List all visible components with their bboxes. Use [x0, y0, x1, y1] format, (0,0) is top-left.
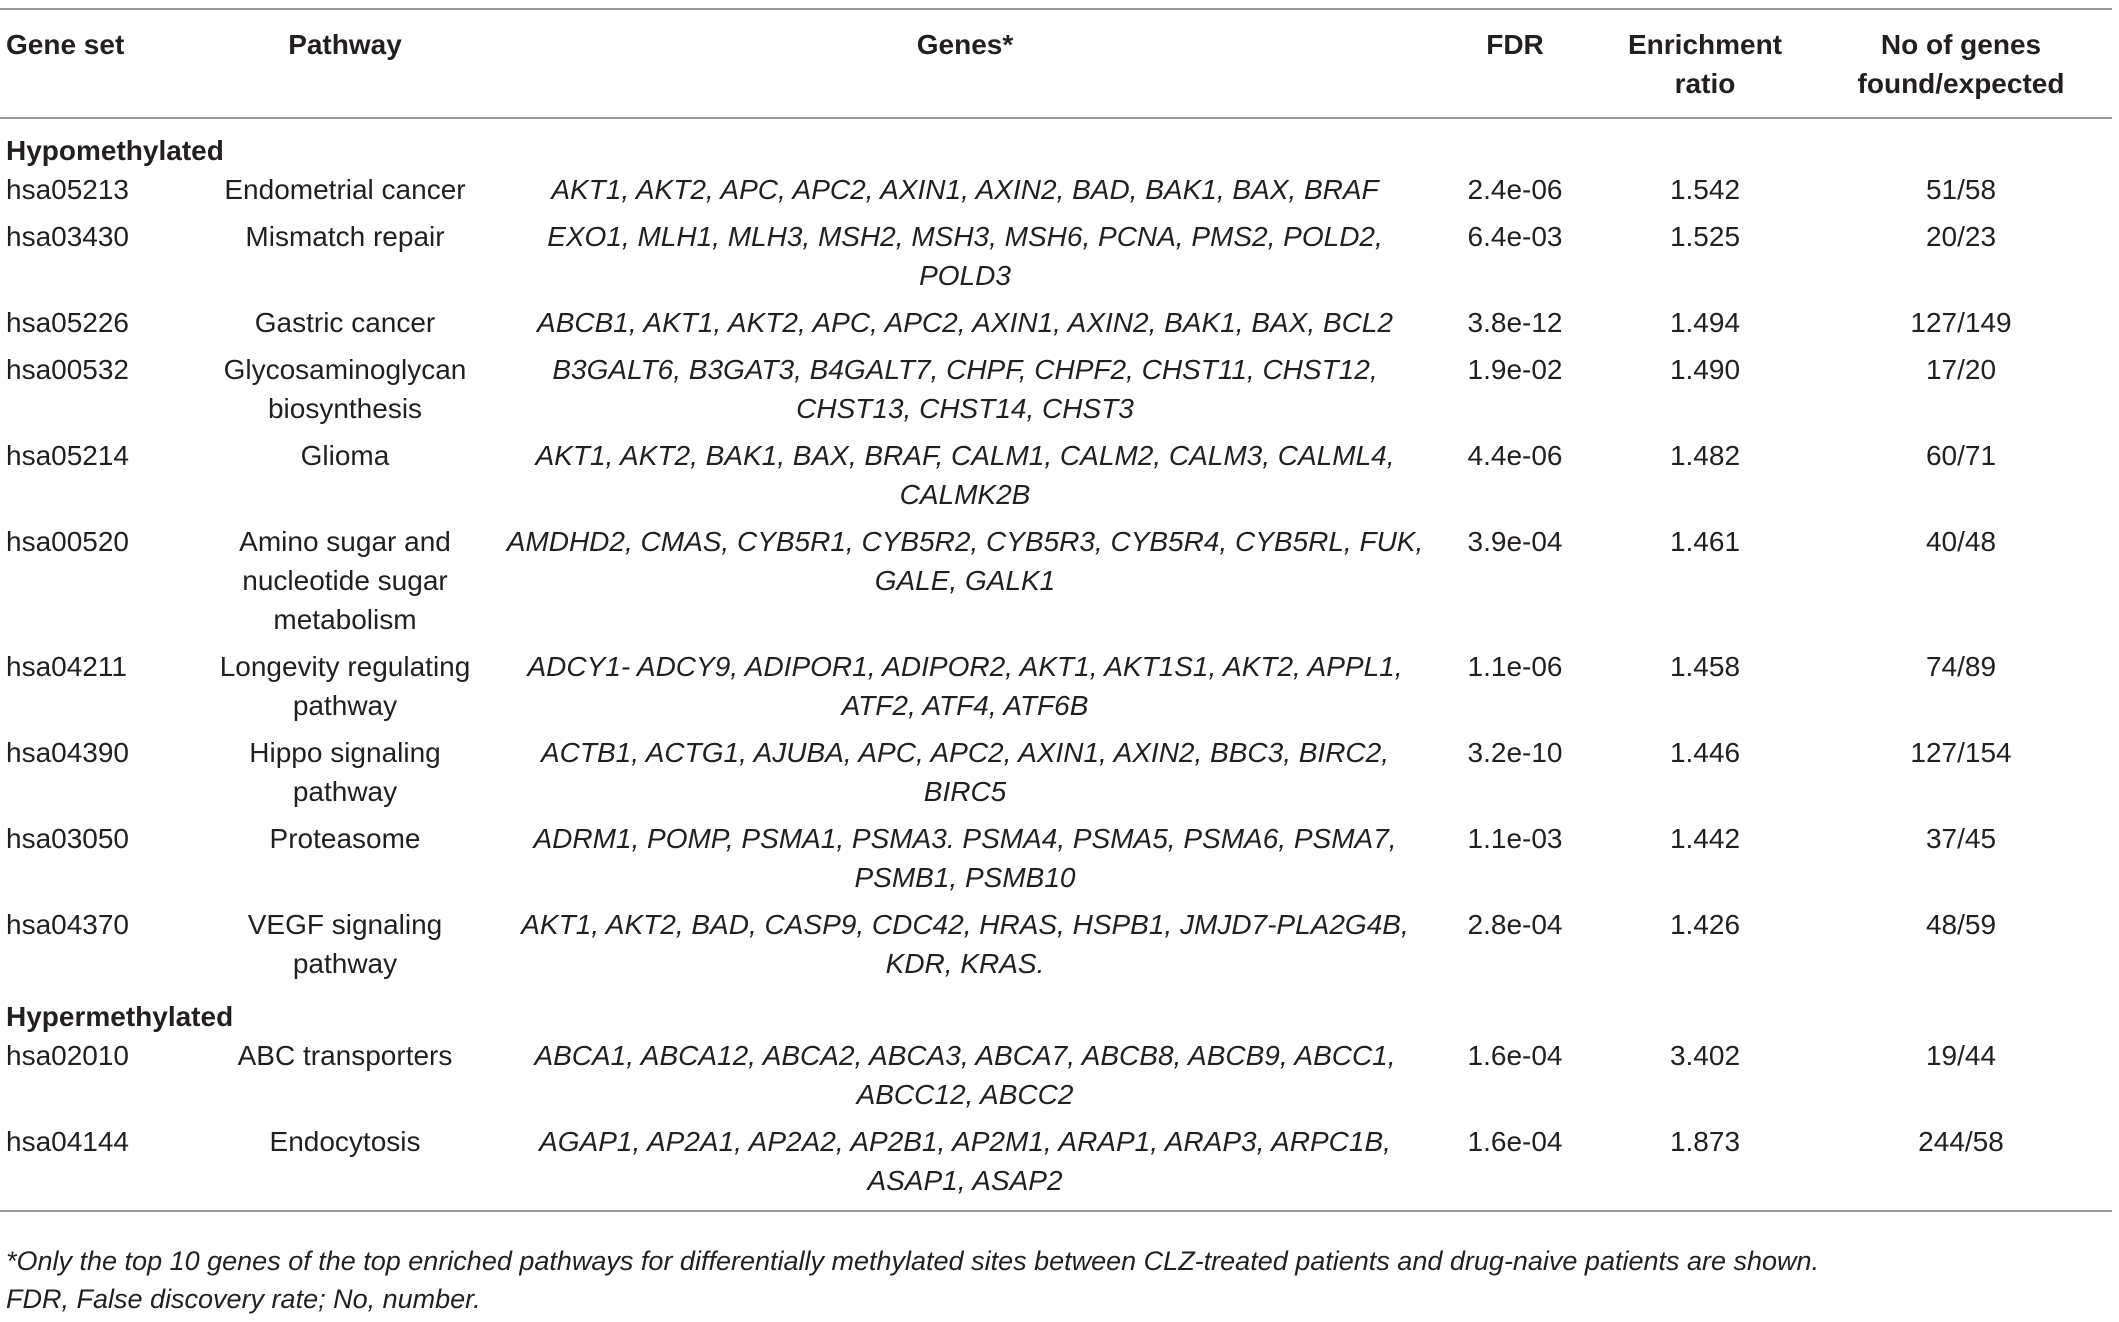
- section-label-hypermethylated: Hypermethylated: [6, 1001, 234, 1032]
- cell-genes: AKT1, AKT2, BAD, CASP9, CDC42, HRAS, HSPB1, JMJD7-PLA2G4B, KDR, KRAS.: [521, 909, 1409, 979]
- header-enrichment-line2: ratio: [1674, 68, 1736, 99]
- header-enrichment-ratio: [1600, 9, 1810, 118]
- cell-genes: AGAP1, AP2A1, AP2A2, AP2B1, AP2M1, ARAP1, ARAP3, ARPC1B, ASAP1, ASAP2: [539, 1126, 1391, 1196]
- cell-genes-found: 40/48: [1925, 526, 1997, 557]
- enrichment-table: [0, 8, 2112, 1212]
- cell-genes-found: 48/59: [1925, 909, 1997, 940]
- table-row: [0, 436, 2112, 522]
- table-row: [0, 647, 2112, 733]
- table-row: [0, 522, 2112, 647]
- cell-pathway: Glioma: [300, 440, 390, 471]
- cell-fdr: 1.9e-02: [1467, 354, 1563, 385]
- table-row: [0, 1036, 2112, 1122]
- header-fdr: FDR: [1430, 9, 1600, 118]
- table-footer-rule: [0, 1211, 2112, 1212]
- cell-fdr: 2.4e-06: [1467, 174, 1563, 205]
- cell-fdr: 4.4e-06: [1467, 440, 1563, 471]
- table-row: [0, 217, 2112, 303]
- footnote-abbreviations: FDR, False discovery rate; No, number.: [6, 1284, 481, 1314]
- header-found-line1: No of genes: [1880, 29, 2042, 60]
- section-label-hypomethylated: Hypomethylated: [6, 135, 224, 166]
- header-genes-found: [1810, 9, 2112, 118]
- cell-gene-set: hsa05214: [6, 440, 130, 471]
- header-genes: Genes*: [500, 9, 1430, 118]
- cell-pathway: Endocytosis: [269, 1126, 421, 1157]
- table-row: [0, 1122, 2112, 1211]
- bottom-rule: [0, 1211, 2112, 1212]
- cell-enrichment-ratio: 1.525: [1669, 221, 1741, 252]
- cell-genes: ACTB1, ACTG1, AJUBA, APC, APC2, AXIN1, AXIN2, BBC3, BIRC2, BIRC5: [540, 737, 1390, 807]
- cell-genes-found: 17/20: [1925, 354, 1997, 385]
- cell-enrichment-ratio: 3.402: [1669, 1040, 1741, 1071]
- cell-genes-found: 127/149: [1910, 307, 2012, 338]
- cell-genes: AMDHD2, CMAS, CYB5R1, CYB5R2, CYB5R3, CYB5R4, CYB5RL, FUK, GALE, GALK1: [506, 526, 1424, 596]
- cell-fdr: 1.6e-04: [1467, 1040, 1563, 1071]
- cell-gene-set: hsa03050: [6, 823, 130, 854]
- cell-enrichment-ratio: 1.542: [1669, 174, 1741, 205]
- cell-genes: EXO1, MLH1, MLH3, MSH2, MSH3, MSH6, PCNA, PMS2, POLD2, POLD3: [547, 221, 1383, 291]
- cell-gene-set: hsa00532: [6, 354, 130, 385]
- cell-fdr: 2.8e-04: [1467, 909, 1563, 940]
- cell-genes: ABCA1, ABCA12, ABCA2, ABCA3, ABCA7, ABCB8, ABCB9, ABCC1, ABCC12, ABCC2: [534, 1040, 1396, 1110]
- table-row: [0, 733, 2112, 819]
- section-row-hypermethylated: [0, 991, 2112, 1036]
- cell-gene-set: hsa04390: [6, 737, 130, 768]
- header-gene-set: Gene set: [0, 9, 190, 118]
- table-row: [0, 170, 2112, 217]
- cell-enrichment-ratio: 1.482: [1669, 440, 1741, 471]
- cell-pathway: Glycosaminoglycan biosynthesis: [223, 354, 467, 424]
- cell-enrichment-ratio: 1.461: [1669, 526, 1741, 557]
- cell-genes-found: 244/58: [1918, 1126, 2004, 1157]
- cell-pathway: Amino sugar and nucleotide sugar metabolism: [239, 526, 451, 635]
- cell-fdr: 6.4e-03: [1467, 221, 1563, 252]
- cell-fdr: 1.1e-03: [1467, 823, 1563, 854]
- table-row: [0, 350, 2112, 436]
- cell-gene-set: hsa02010: [6, 1040, 130, 1071]
- cell-genes-found: 37/45: [1925, 823, 1997, 854]
- cell-genes: ADRM1, POMP, PSMA1, PSMA3. PSMA4, PSMA5, PSMA6, PSMA7, PSMB1, PSMB10: [533, 823, 1397, 893]
- footnotes: [6, 1242, 1819, 1318]
- header-pathway: Pathway: [190, 9, 500, 118]
- cell-genes: ADCY1- ADCY9, ADIPOR1, ADIPOR2, AKT1, AKT1S1, AKT2, APPL1, ATF2, ATF4, ATF6B: [527, 651, 1403, 721]
- table-row: [0, 905, 2112, 991]
- header-enrichment-line1: Enrichment: [1627, 29, 1783, 60]
- cell-enrichment-ratio: 1.873: [1669, 1126, 1741, 1157]
- cell-fdr: 3.9e-04: [1467, 526, 1563, 557]
- cell-genes-found: 20/23: [1925, 221, 1997, 252]
- cell-pathway: Mismatch repair: [245, 221, 445, 252]
- cell-genes-found: 60/71: [1925, 440, 1997, 471]
- cell-genes: ABCB1, AKT1, AKT2, APC, APC2, AXIN1, AXIN2, BAK1, BAX, BCL2: [537, 307, 1393, 338]
- cell-enrichment-ratio: 1.446: [1669, 737, 1741, 768]
- cell-enrichment-ratio: 1.490: [1669, 354, 1741, 385]
- table-body: [0, 118, 2112, 1211]
- cell-enrichment-ratio: 1.458: [1669, 651, 1741, 682]
- cell-pathway: ABC transporters: [237, 1040, 453, 1071]
- cell-fdr: 3.2e-10: [1467, 737, 1563, 768]
- cell-genes: AKT1, AKT2, APC, APC2, AXIN1, AXIN2, BAD, BAK1, BAX, BRAF: [551, 174, 1379, 205]
- cell-enrichment-ratio: 1.442: [1669, 823, 1741, 854]
- cell-genes-found: 74/89: [1925, 651, 1997, 682]
- cell-pathway: Proteasome: [269, 823, 421, 854]
- cell-fdr: 3.8e-12: [1467, 307, 1563, 338]
- cell-pathway: Longevity regulating pathway: [219, 651, 471, 721]
- cell-genes-found: 19/44: [1925, 1040, 1997, 1071]
- section-row-hypomethylated: [0, 118, 2112, 170]
- cell-genes: AKT1, AKT2, BAK1, BAX, BRAF, CALM1, CALM2, CALM3, CALML4, CALMK2B: [535, 440, 1395, 510]
- cell-pathway: VEGF signaling pathway: [247, 909, 443, 979]
- header-row: [0, 9, 2112, 118]
- table-header: [0, 9, 2112, 118]
- cell-gene-set: hsa04370: [6, 909, 130, 940]
- cell-gene-set: hsa04144: [6, 1126, 130, 1157]
- table-row: [0, 303, 2112, 350]
- cell-pathway: Endometrial cancer: [224, 174, 466, 205]
- table-row: [0, 819, 2112, 905]
- cell-gene-set: hsa05226: [6, 307, 130, 338]
- cell-gene-set: hsa05213: [6, 174, 130, 205]
- cell-fdr: 1.1e-06: [1467, 651, 1563, 682]
- header-found-line2: found/expected: [1857, 68, 2065, 99]
- cell-gene-set: hsa03430: [6, 221, 130, 252]
- cell-genes-found: 51/58: [1925, 174, 1997, 205]
- cell-pathway: Hippo signaling pathway: [249, 737, 441, 807]
- cell-enrichment-ratio: 1.426: [1669, 909, 1741, 940]
- cell-gene-set: hsa04211: [6, 651, 127, 682]
- cell-genes-found: 127/154: [1910, 737, 2012, 768]
- cell-fdr: 1.6e-04: [1467, 1126, 1563, 1157]
- cell-gene-set: hsa00520: [6, 526, 130, 557]
- cell-pathway: Gastric cancer: [254, 307, 436, 338]
- cell-genes: B3GALT6, B3GAT3, B4GALT7, CHPF, CHPF2, CHST11, CHST12, CHST13, CHST14, CHST3: [552, 354, 1378, 424]
- cell-enrichment-ratio: 1.494: [1669, 307, 1741, 338]
- footnote-asterisk: *Only the top 10 genes of the top enriched pathways for differentially methylated sites between CLZ-treated patients and drug-naive patients are shown.: [6, 1246, 1820, 1276]
